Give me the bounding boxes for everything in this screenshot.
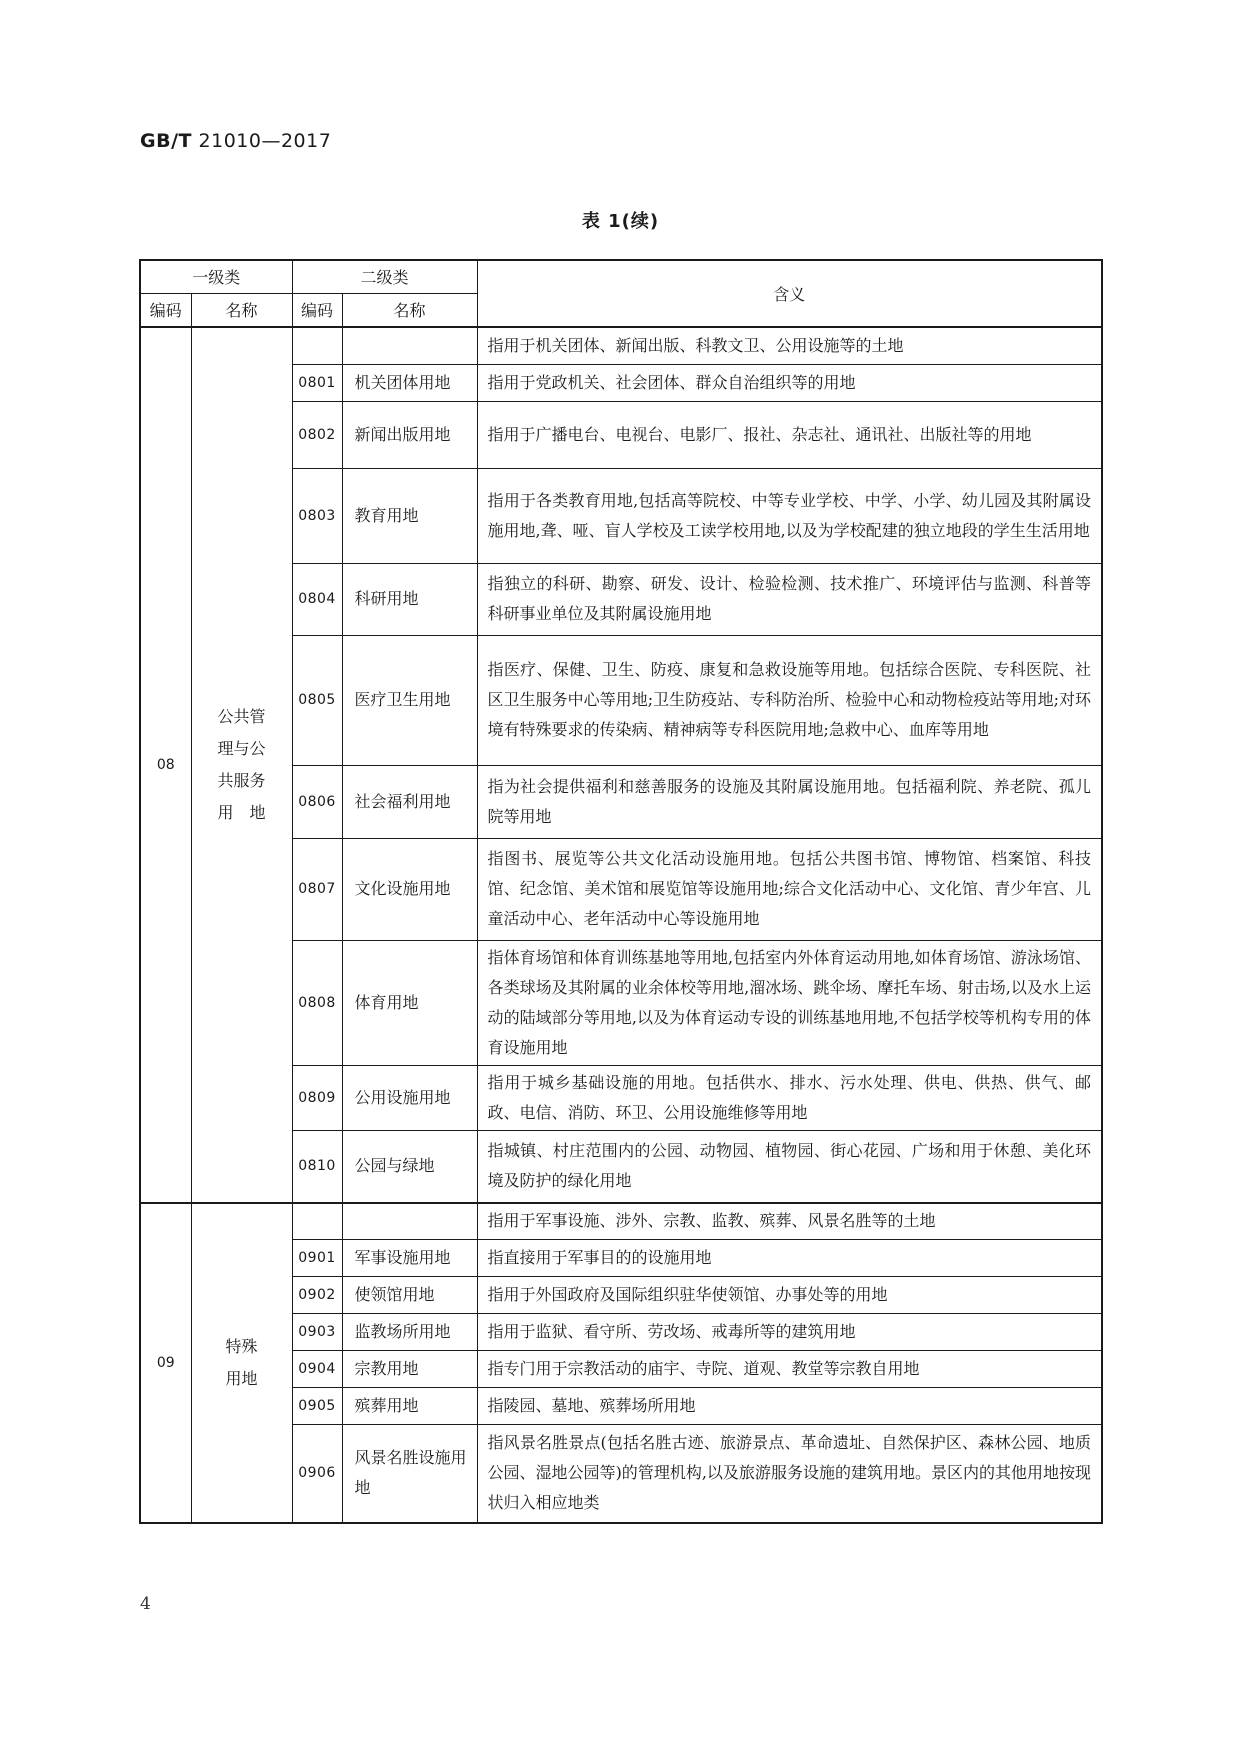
- header-meaning: 含义: [477, 260, 1102, 327]
- header-row-1: [140, 260, 1102, 293]
- row-desc: 指图书、展览等公共文化活动设施用地。包括公共图书馆、博物馆、档案馆、科技馆、纪念馆、美术馆和展览馆等设施用地;综合文化活动中心、文化馆、青少年宫、儿童活动中心、老年活动中心等设施用地: [477, 838, 1102, 940]
- row-desc: 指用于监狱、看守所、劳改场、戒毒所等的建筑用地: [477, 1313, 1102, 1350]
- row-code-empty: [292, 1203, 342, 1239]
- standard-code: [140, 130, 331, 152]
- row-name: 公园与绿地: [342, 1130, 477, 1203]
- row-desc: 指体育场馆和体育训练基地等用地,包括室内外体育运动用地,如体育场馆、游泳场馆、各类球场及其附属的业余体校等用地,溜冰场、跳伞场、摩托车场、射击场,以及水上运动的陆域部分等用地,以及为体育运动专设的训练基地用地,不包括学校等机构专用的体育设施用地: [477, 940, 1102, 1065]
- standard-prefix: GB/T: [140, 130, 192, 152]
- header-level2-name: 名称: [342, 293, 477, 327]
- row-name: 殡葬用地: [342, 1387, 477, 1424]
- page-number: 4: [140, 1594, 151, 1614]
- row-desc: 指为社会提供福利和慈善服务的设施及其附属设施用地。包括福利院、养老院、孤儿院等用地: [477, 765, 1102, 838]
- row-code: 0805: [292, 635, 342, 765]
- row-code-empty: [292, 327, 342, 364]
- header-level1-code: 编码: [140, 293, 191, 327]
- land-classification-table: [139, 259, 1103, 1524]
- row-name: 公用设施用地: [342, 1065, 477, 1130]
- table-title: 表 1(续): [581, 211, 660, 232]
- row-name: 社会福利用地: [342, 765, 477, 838]
- row-name: 军事设施用地: [342, 1239, 477, 1276]
- header-level2: 二级类: [292, 260, 477, 293]
- group-name-line: 公共管: [217, 707, 266, 726]
- group-name-line: 用地: [225, 1369, 258, 1388]
- row-desc: 指用于各类教育用地,包括高等院校、中等专业学校、中学、小学、幼儿园及其附属设施用地,聋、哑、盲人学校及工读学校用地,以及为学校配建的独立地段的学生生活用地: [477, 468, 1102, 563]
- row-desc: 指直接用于军事目的的设施用地: [477, 1239, 1102, 1276]
- row-code: 0906: [292, 1424, 342, 1523]
- row-code: 0802: [292, 401, 342, 468]
- table-row: [140, 1203, 1102, 1239]
- row-code: 0808: [292, 940, 342, 1065]
- row-name: 风景名胜设施用地: [342, 1424, 477, 1523]
- row-code: 0801: [292, 364, 342, 401]
- group-name-line: 理与公: [217, 739, 266, 758]
- group-summary: 指用于机关团体、新闻出版、科教文卫、公用设施等的土地: [477, 327, 1102, 364]
- header-level1: 一级类: [140, 260, 292, 293]
- group-name-line: 用 地: [217, 803, 266, 822]
- row-desc: 指用于城乡基础设施的用地。包括供水、排水、污水处理、供电、供热、供气、邮政、电信、消防、环卫、公用设施维修等用地: [477, 1065, 1102, 1130]
- row-desc: 指用于广播电台、电视台、电影厂、报社、杂志社、通讯社、出版社等的用地: [477, 401, 1102, 468]
- row-name: 监教场所用地: [342, 1313, 477, 1350]
- row-code: 0904: [292, 1350, 342, 1387]
- row-name: 文化设施用地: [342, 838, 477, 940]
- group-name-line: 共服务: [217, 771, 266, 790]
- group-summary: 指用于军事设施、涉外、宗教、监教、殡葬、风景名胜等的土地: [477, 1203, 1102, 1239]
- table-row: [140, 327, 1102, 364]
- row-code: 0902: [292, 1276, 342, 1313]
- row-desc: 指专门用于宗教活动的庙宇、寺院、道观、教堂等宗教自用地: [477, 1350, 1102, 1387]
- row-code: 0803: [292, 468, 342, 563]
- header-level2-code: 编码: [292, 293, 342, 327]
- group-code: 08: [140, 327, 191, 1203]
- row-desc: 指城镇、村庄范围内的公园、动物园、植物园、街心花园、广场和用于休憩、美化环境及防护的绿化用地: [477, 1130, 1102, 1203]
- row-name: 机关团体用地: [342, 364, 477, 401]
- row-name: 教育用地: [342, 468, 477, 563]
- row-name: 体育用地: [342, 940, 477, 1065]
- row-code: 0807: [292, 838, 342, 940]
- row-name: 科研用地: [342, 563, 477, 635]
- group-code: 09: [140, 1203, 191, 1523]
- row-code: 0810: [292, 1130, 342, 1203]
- group-name-line: 特殊: [225, 1337, 258, 1356]
- row-name: 使领馆用地: [342, 1276, 477, 1313]
- row-name: 新闻出版用地: [342, 401, 477, 468]
- row-name: 医疗卫生用地: [342, 635, 477, 765]
- row-desc: 指独立的科研、勘察、研发、设计、检验检测、技术推广、环境评估与监测、科普等科研事业单位及其附属设施用地: [477, 563, 1102, 635]
- group-name: [191, 1203, 292, 1523]
- row-desc: 指用于外国政府及国际组织驻华使领馆、办事处等的用地: [477, 1276, 1102, 1313]
- standard-number: 21010—2017: [198, 130, 332, 152]
- row-code: 0809: [292, 1065, 342, 1130]
- row-name-empty: [342, 327, 477, 364]
- row-desc: 指医疗、保健、卫生、防疫、康复和急救设施等用地。包括综合医院、专科医院、社区卫生服务中心等用地;卫生防疫站、专科防治所、检验中心和动物检疫站等用地;对环境有特殊要求的传染病、精神病等专科医院用地;急救中心、血库等用地: [477, 635, 1102, 765]
- header-level1-name: 名称: [191, 293, 292, 327]
- row-name-empty: [342, 1203, 477, 1239]
- row-desc: 指陵园、墓地、殡葬场所用地: [477, 1387, 1102, 1424]
- group-name: [191, 327, 292, 1203]
- row-name: 宗教用地: [342, 1350, 477, 1387]
- row-code: 0905: [292, 1387, 342, 1424]
- row-code: 0901: [292, 1239, 342, 1276]
- row-desc: 指用于党政机关、社会团体、群众自治组织等的用地: [477, 364, 1102, 401]
- row-code: 0804: [292, 563, 342, 635]
- row-code: 0903: [292, 1313, 342, 1350]
- row-desc: 指风景名胜景点(包括名胜古迹、旅游景点、革命遗址、自然保护区、森林公园、地质公园、湿地公园等)的管理机构,以及旅游服务设施的建筑用地。景区内的其他用地按现状归入相应地类: [477, 1424, 1102, 1523]
- row-code: 0806: [292, 765, 342, 838]
